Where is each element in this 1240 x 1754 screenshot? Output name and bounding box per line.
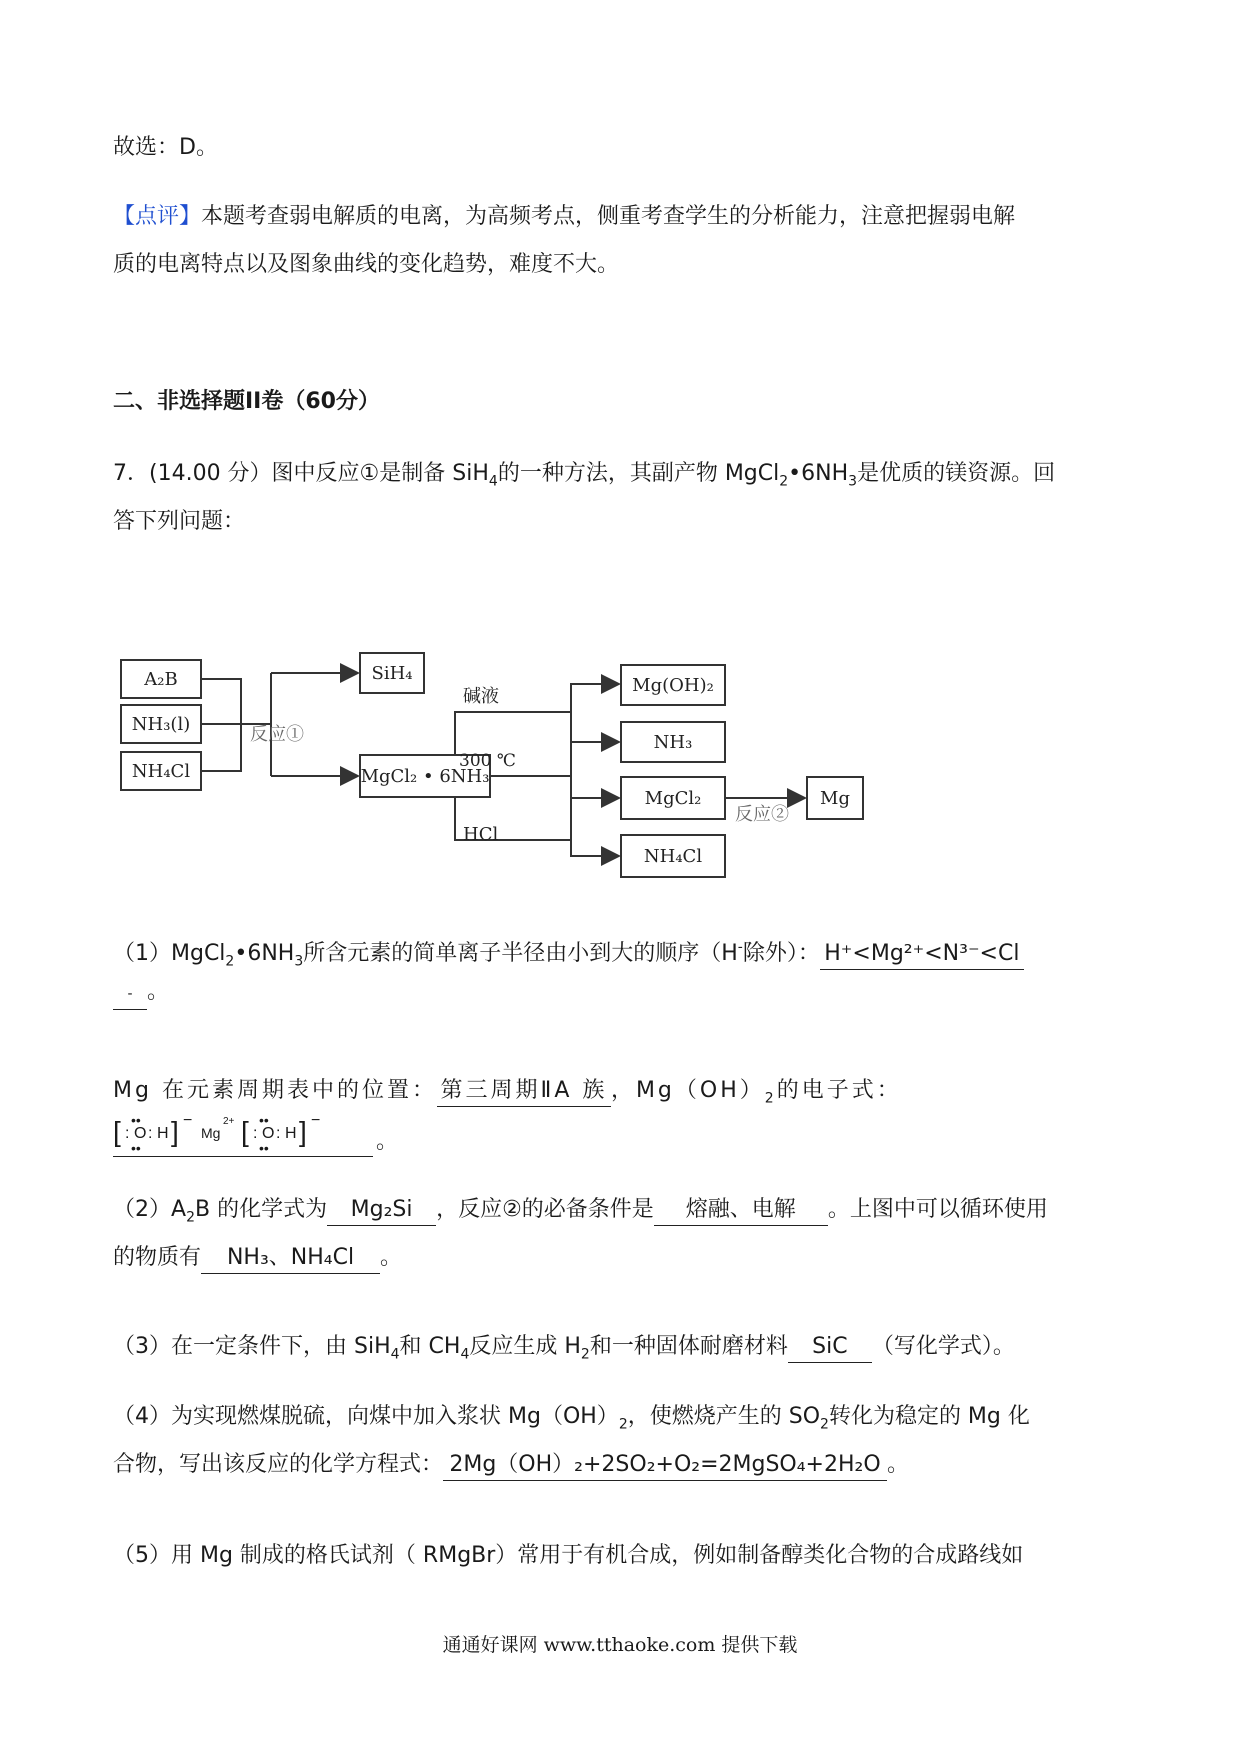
part-5: （5）用 Mg 制成的格氏试剂（ RMgBr）常用于有机合成，例如制备醇类化合物的合成路线如 xyxy=(113,1543,1024,1568)
electron-formula: [ : O •• •• : H ] − Mg 2+ [ : O •• •• : H ] − xyxy=(113,1112,373,1157)
question-7-stem: 7．(14.00 分）图中反应①是制备 SiH$_4$的一种方法，其副产物 $MgCl_2•6NH_3$是优质的镁资源。回 答下列问题： xyxy=(113,461,1056,534)
box-nh3: NH₃ xyxy=(653,732,693,753)
box-sih4: SiH₄ xyxy=(371,663,413,684)
label-reaction1: 反应① xyxy=(250,724,304,745)
answer-material: SiC xyxy=(788,1332,872,1363)
label-alkali: 碱液 xyxy=(463,686,499,707)
section-heading: 二、非选择题II卷（60分） xyxy=(113,389,380,414)
box-nh4cl-product: NH₄Cl xyxy=(643,846,703,867)
review-paragraph: 【点评】本题考查弱电解质的电离，为高频考点，侧重考查学生的分析能力，注意把握弱电解 质的电离特点以及图象曲线的变化趋势，难度不大。 xyxy=(113,204,1016,277)
part-3: （3）在一定条件下，由 SiH$_4$和 $CH_4$反应生成 $H_2$和一种固体耐磨材料 SiC （写化学式）。 xyxy=(113,1334,1015,1363)
answer-line: 故选：D。 xyxy=(113,135,218,160)
box-a2b: A₂B xyxy=(144,669,178,690)
box-mg: Mg xyxy=(820,788,850,809)
label-reaction2: 反应② xyxy=(735,804,789,825)
answer-a2b: Mg₂Si xyxy=(327,1195,436,1226)
review-tag: 【点评】 xyxy=(113,204,202,229)
label-300c: 300 ℃ xyxy=(459,751,516,771)
box-mgoh2: Mg(OH)₂ xyxy=(632,675,714,696)
answer-recycle: NH₃、NH₄Cl xyxy=(201,1243,380,1274)
answer-ion-order: H⁺<Mg²⁺<N³⁻<Cl xyxy=(820,939,1024,970)
label-hcl: HCl xyxy=(463,824,499,845)
answer-equation: 2Mg（OH）₂+2SO₂+O₂=2MgSO₄+2H₂O xyxy=(443,1450,887,1481)
part-1b: Mg 在元素周期表中的位置： 第三周期ⅡA 族 ，$Mg(OH)_2$的电子式： xyxy=(113,1078,902,1107)
footer: 通通好课网 www.tthaoke.com 提供下载 xyxy=(442,1634,798,1656)
box-nh3l: NH₃(l) xyxy=(131,714,191,735)
part-1: $(1)MgCl_2•6NH_3$所含元素的简单离子半径由小到大的顺序（H-除外）： H⁺<Mg²⁺<N³⁻<Cl - 。 xyxy=(113,930,1133,1016)
box-mgcl2-6nh3: MgCl₂ • 6NH₃ xyxy=(360,766,490,787)
box-nh4cl: NH₄Cl xyxy=(131,761,191,782)
part-2: $(2)A_2B$ 的化学式为 Mg₂Si ，反应②的必备条件是 熔融、电解 。上图中可以循环使用 的物质有 NH₃、NH₄Cl 。 xyxy=(113,1186,1133,1282)
answer-condition: 熔融、电解 xyxy=(654,1195,828,1226)
process-diagram xyxy=(113,640,883,890)
part-4: （4）为实现燃煤脱硫，向煤中加入浆状 $Mg(OH)_2$，使燃烧产生的 $SO_2$转化为稳定的 Mg 化 合物，写出该反应的化学方程式： 2Mg（OH）₂+2SO₂+O₂=2MgSO₄+2H₂O 。 xyxy=(113,1393,1133,1489)
box-mgcl2: MgCl₂ xyxy=(644,788,702,809)
answer-position: 第三周期ⅡA 族 xyxy=(437,1076,611,1107)
